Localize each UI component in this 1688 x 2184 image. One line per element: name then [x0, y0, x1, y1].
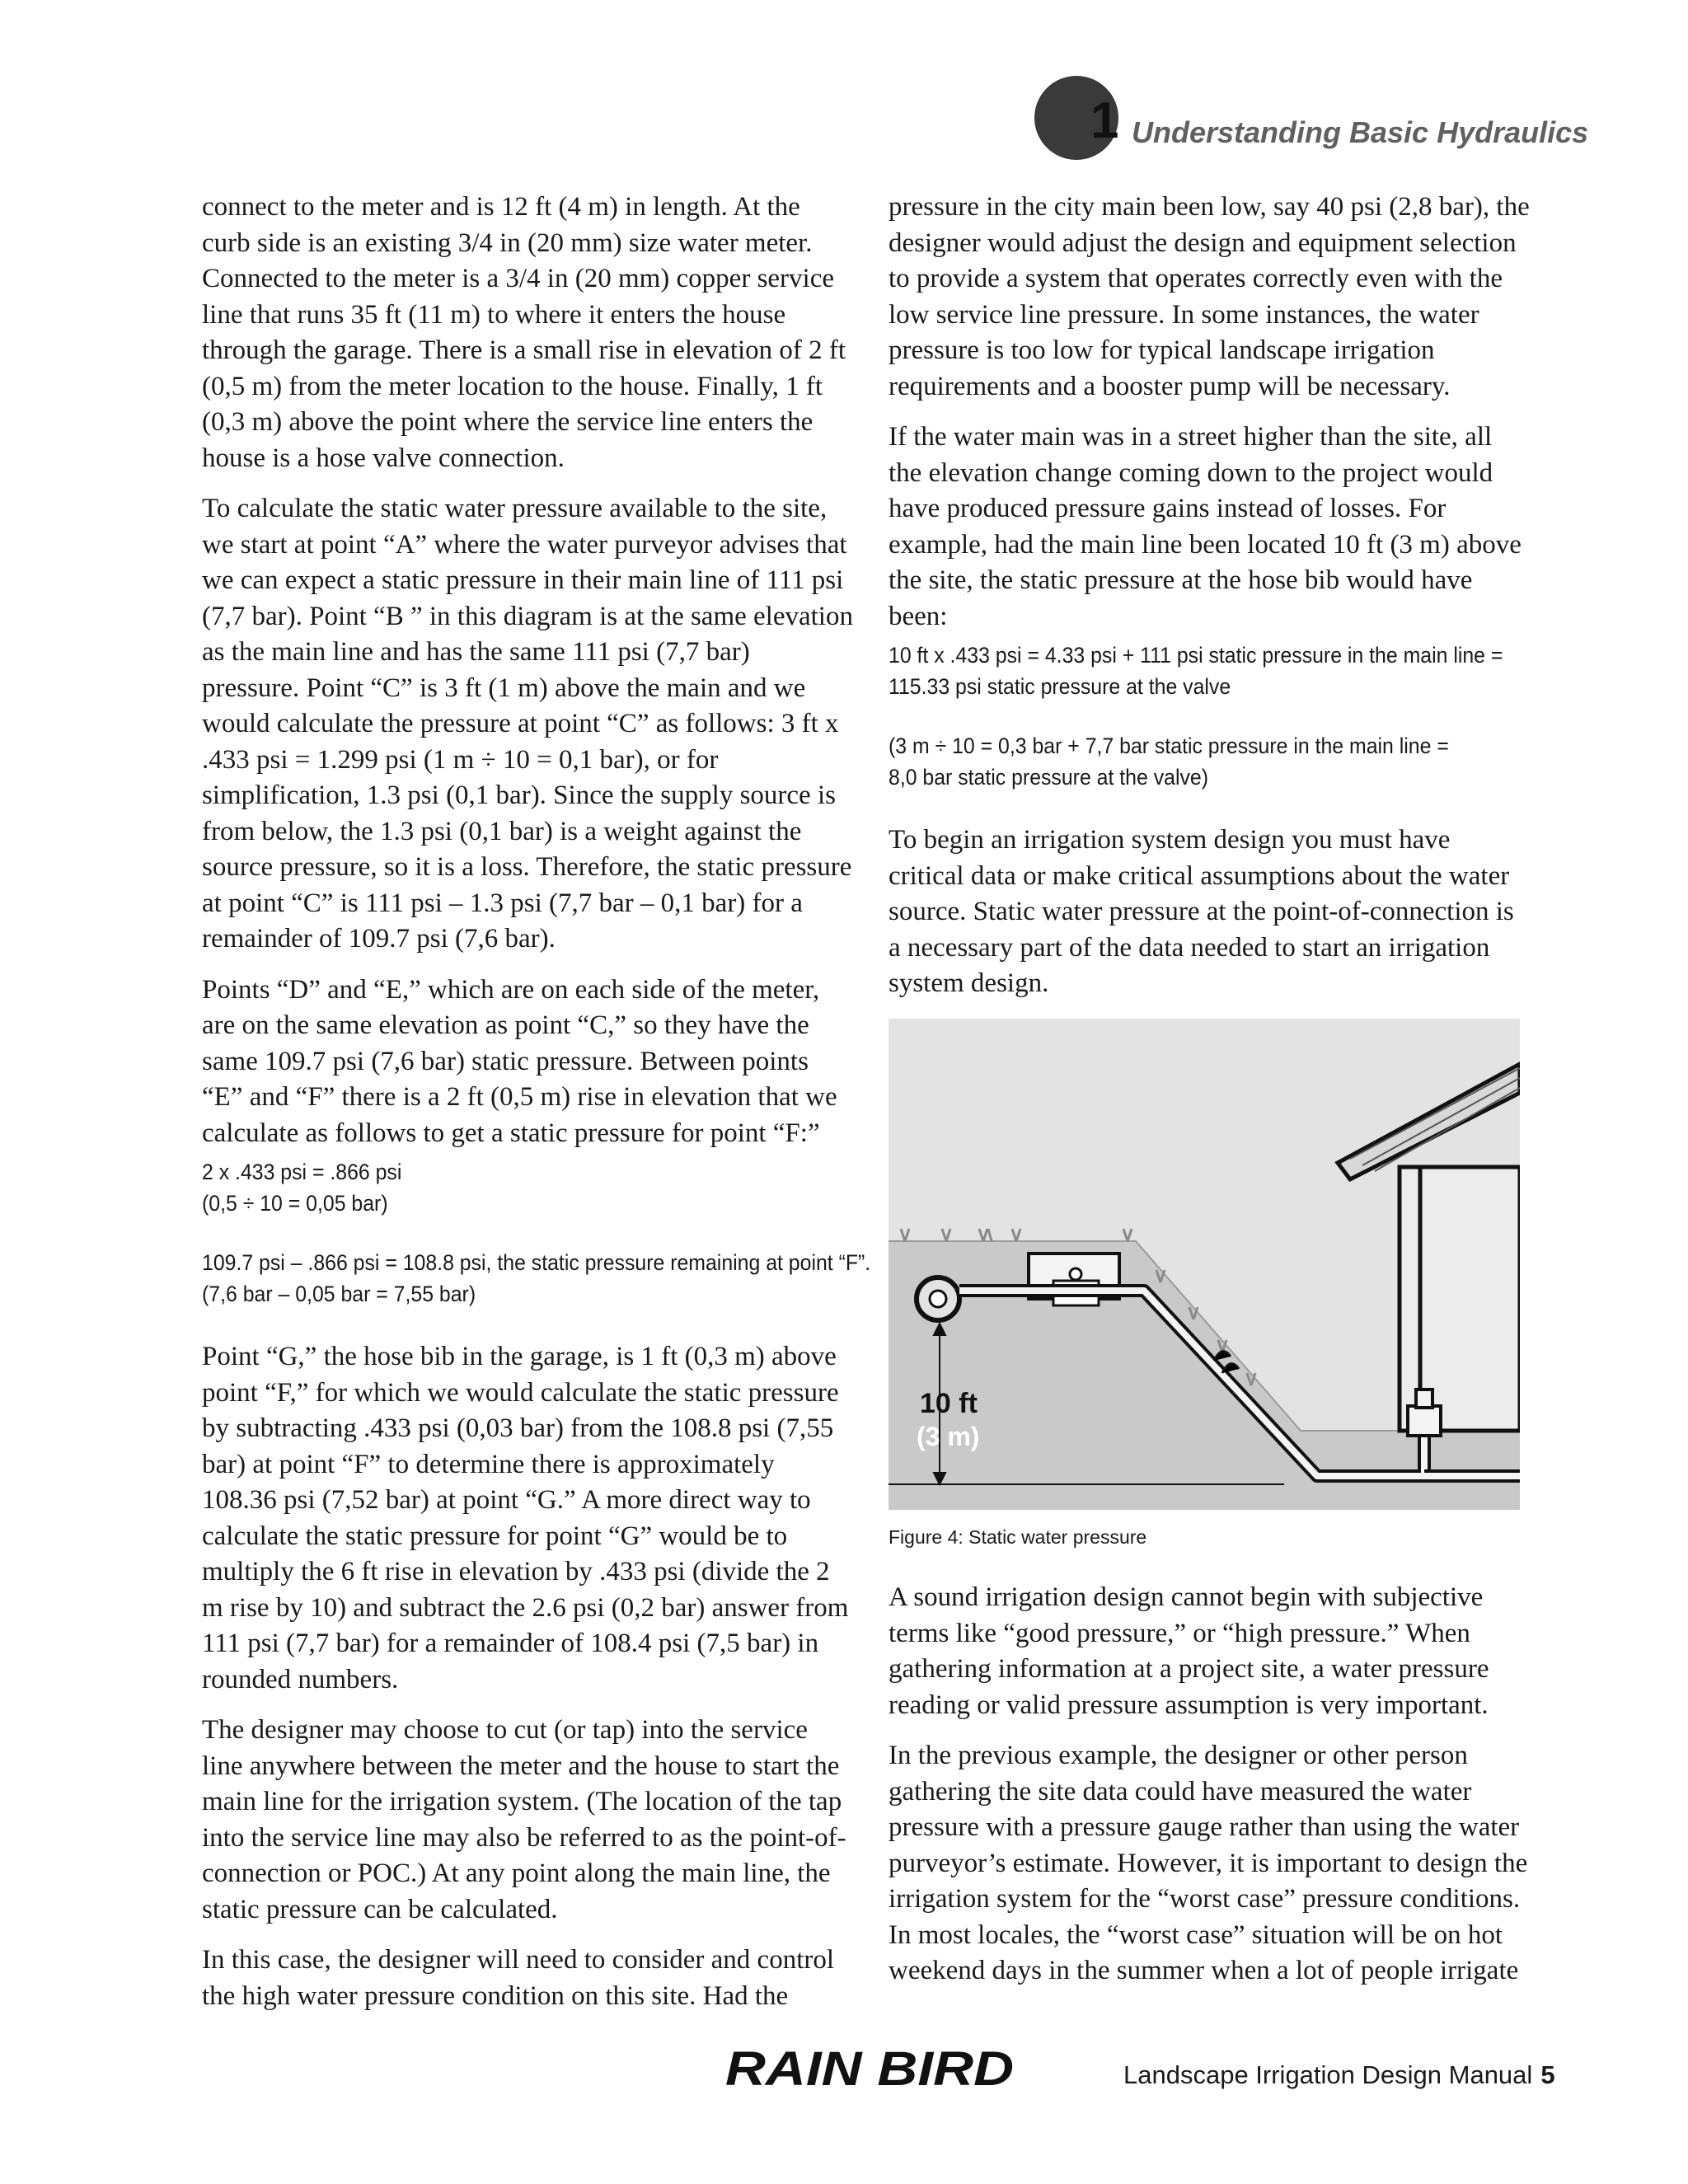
meter-dial — [1070, 1268, 1081, 1280]
static-pressure-diagram — [889, 1019, 1520, 1510]
page-number: 5 — [1540, 2060, 1555, 2089]
paragraph: Point “G,” the hose bib in the garage, is 1 ft (0,3 m) above point “F,” for which we would calculate the static pressure by subtracting .433 psi (0,03 bar) from the 108.8 psi (7,55 bar) at point “F” to determine there is approximately 108.36 psi (7,52 bar) at point “G.” A more direct way to calculate the static pressure for point “G” would be to multiply the 6 ft rise in elevation by .433 psi (divide the 2 m rise by 10) and subtract the 2.6 psi (0,2 bar) answer from 111 psi (7,7 bar) for a remainder of 108.4 psi (7,5 bar) in rounded numbers. — [202, 1342, 849, 1694]
formula-line: 115.33 psi static pressure at the valve — [889, 674, 1231, 699]
paragraph: pressure in the city main been low, say 40 psi (2,8 bar), the designer would adjust the design and equipment selection to provide a system that operates correctly even with the low service line pressure. In some instances, the water pressure is too low for typical landscape irrigation requirements and a booster pump will be necessary. — [889, 192, 1530, 401]
manual-title: Landscape Irrigation Design Manual — [1123, 2060, 1533, 2089]
chapter-title: Understanding Basic Hydraulics — [1132, 115, 1589, 149]
house — [1338, 1064, 1520, 1431]
static-pressure-figure — [889, 1019, 1520, 1510]
formula-line: 10 ft x .433 psi = 4.33 psi + 111 psi static pressure in the main line = — [889, 643, 1503, 668]
paragraph: In this case, the designer will need to consider and control the high water pressure condition on this site. Had the — [202, 1945, 835, 2011]
left-column — [202, 190, 871, 2029]
paragraph: If the water main was in a street higher than the site, all the elevation change coming down to the project would have produced pressure gains instead of losses. For example, had the main line been located 10 ft (3 m) above the site, the static pressure at the hose bib would have been: — [889, 422, 1522, 631]
height-label-metric: (3 m) — [917, 1421, 980, 1451]
paragraph: To begin an irrigation system design you must have critical data or make critical assumptions about the water source. Static water pressure at the point-of-connection is a necessary part of the data needed to start an irrigation system design. — [889, 825, 1514, 998]
formula-line: 8,0 bar static pressure at the valve) — [889, 765, 1208, 790]
rain-bird-logo-mark — [725, 2034, 1022, 2100]
formula-line: (0,5 ÷ 10 = 0,05 bar) — [202, 1191, 388, 1216]
formula-line: 109.7 psi – .866 psi = 108.8 psi, the static pressure remaining at point “F”. — [202, 1250, 871, 1275]
height-label: 10 ft — [920, 1387, 978, 1419]
paragraph: Points “D” and “E,” which are on each side of the meter, are on the same elevation as point “C,” so they have the same 109.7 psi (7,6 bar) static pressure. Between points “E” and “F” there is a 2 ft (0,5 m) rise in elevation that we calculate as follows to get a static pressure for point “F:” — [202, 974, 837, 1148]
paragraph: In the previous example, the designer or other person gathering the site data could have measured the water pressure with a pressure gauge rather than using the water purveyor’s estimate. However, it is important to design the irrigation system for the “worst case” pressure conditions. In most locales, the “worst case” situation will be on hot weekend days in the summer when a lot of people irrigate — [889, 1741, 1528, 1985]
chapter-header — [1034, 73, 1589, 163]
logo-text: RAIN BIRD — [725, 2042, 1014, 2096]
formula-line: (3 m ÷ 10 = 0,3 bar + 7,7 bar static pressure in the main line = — [889, 733, 1449, 758]
figure-caption: Figure 4: Static water pressure — [889, 1526, 1147, 1548]
chapter-number: 1 — [1090, 92, 1119, 149]
footer — [1123, 2060, 1555, 2090]
formula-line: 2 x .433 psi = .866 psi — [202, 1160, 402, 1184]
paragraph: connect to the meter and is 12 ft (4 m) in length. At the curb side is an existing 3/4 in (20 mm) size water meter. Connected to the meter is a 3/4 in (20 mm) copper service line that runs 35 ft (11 m) to where it enters the house through the garage. There is a small rise in elevation of 2 ft (0,5 m) from the meter location to the house. Finally, 1 ft (0,3 m) above the point where the service line enters the house is a hose valve connection. — [202, 192, 846, 473]
paragraph: A sound irrigation design cannot begin with subjective terms like “good pressure,” or “high pressure.” When gathering information at a project site, a water pressure reading or valid pressure assumption is very important. — [889, 1582, 1489, 1720]
rain-bird-logo — [725, 2034, 1022, 2104]
right-column — [889, 190, 1531, 2004]
formula-line: (7,6 bar – 0,05 bar = 7,55 bar) — [202, 1282, 476, 1306]
paragraph: To calculate the static water pressure available to the site, we start at point “A” where the water purveyor advises that we can expect a static pressure in their main line of 111 psi (7,7 bar). Point “B ” in this diagram is at the same elevation as the main line and has the same 111 psi (7,7 bar) pressure. Point “C” is 3 ft (1 m) above the main and we would calculate the pressure at point “C” as follows: 3 ft x .433 psi = 1.299 psi (1 m ÷ 10 = 0,1 bar), or for simplification, 1.3 psi (0,1 bar). Since the supply source is from below, the 1.3 psi (0,1 bar) is a weight against the source pressure, so it is a loss. Therefore, the static pressure at point “C” is 111 psi – 1.3 psi (7,7 bar – 0,1 bar) for a remainder of 109.7 psi (7,6 bar). — [202, 494, 853, 954]
paragraph: The designer may choose to cut (or tap) into the service line anywhere between the meter and the house to start the main line for the irrigation system. (The location of the tap into the service line may also be referred to as the point-of-connection or POC.) At any point along the main line, the static pressure can be calculated. — [202, 1715, 846, 1924]
